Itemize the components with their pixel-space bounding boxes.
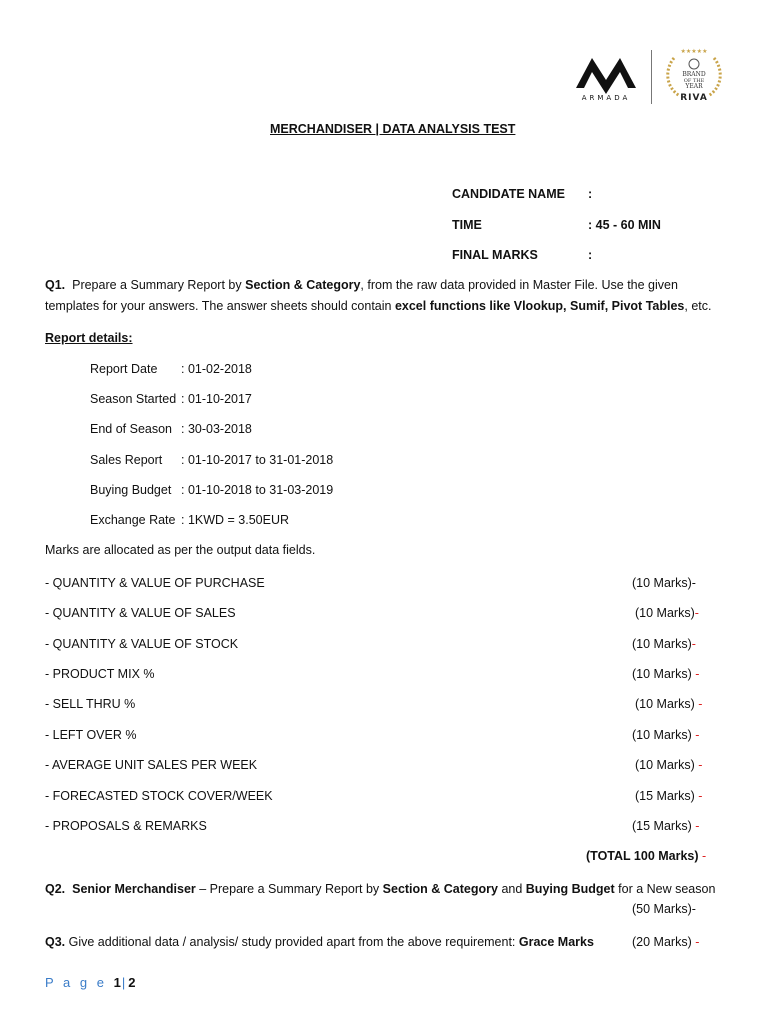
marks-item-label: - PROPOSALS & REMARKS: [45, 819, 207, 833]
q1-line-2: [45, 299, 711, 313]
svg-text:YEAR: YEAR: [685, 83, 703, 90]
marks-intro: Marks are allocated as per the output data fields.: [45, 543, 316, 557]
q3-grace: Grace Marks: [518, 935, 594, 949]
detail-label: Season Started: [90, 392, 177, 406]
page-title: MERCHANDISER | DATA ANALYSIS TEST: [270, 122, 516, 136]
q2-bold-a: Senior Merchandiser: [72, 882, 196, 896]
detail-value: : 01-10-2017 to 31-01-2018: [181, 453, 334, 467]
marks-item-value: (15 Marks) -: [635, 789, 703, 803]
q1-number: Q1.: [45, 278, 66, 292]
detail-label: Buying Budget: [90, 483, 172, 497]
q2-marks: (50 Marks)-: [632, 902, 696, 916]
detail-value: : 1KWD = 3.50EUR: [181, 513, 290, 527]
marks-item-label: - QUANTITY & VALUE OF STOCK: [45, 637, 239, 651]
q1-bold-a: Section & Category: [245, 278, 361, 292]
marks-item-value: (10 Marks) -: [632, 728, 700, 742]
report-detail-row: [90, 453, 333, 467]
report-detail-row: [90, 483, 333, 497]
svg-text:OF THE: OF THE: [683, 78, 705, 84]
armada-logo: [572, 52, 640, 102]
q1-text-c: , from the raw data provided in Master File. Use the given: [360, 278, 678, 292]
marks-item-label: - LEFT OVER %: [45, 728, 137, 742]
marks-total: (TOTAL 100 Marks) -: [586, 849, 707, 863]
page-label: P a g e: [45, 975, 107, 990]
marks-item-value: (10 Marks) -: [635, 758, 703, 772]
svg-text:BRAND: BRAND: [682, 71, 706, 78]
detail-value: : 01-10-2018 to 31-03-2019: [181, 483, 334, 497]
marks-item-value: (10 Marks)-: [632, 576, 696, 590]
marks-item-label: - FORECASTED STOCK COVER/WEEK: [45, 789, 273, 803]
riva-logo: [662, 44, 726, 108]
marks-item-label: - QUANTITY & VALUE OF PURCHASE: [45, 576, 265, 590]
marks-item-value: (10 Marks)-: [635, 606, 699, 620]
q3-line: Q3. Give additional data / analysis/ study provided apart from the above requirement: Grace Marks: [45, 935, 594, 949]
q2-line: Q2. Senior Merchandiser – Prepare a Summary Report by Section & Category and Buying Budget for a New season: [45, 882, 716, 896]
candidate-name-value: :: [588, 187, 593, 201]
report-details-heading: Report details:: [45, 331, 133, 345]
svg-text:RIVA: RIVA: [680, 93, 708, 103]
marks-item-label: - QUANTITY & VALUE OF SALES: [45, 606, 236, 620]
q2-number: Q2.: [45, 882, 66, 896]
final-marks-label: FINAL MARKS: [452, 248, 538, 262]
q3-number: Q3.: [45, 935, 66, 949]
report-detail-row: [90, 422, 252, 436]
time-label: TIME: [452, 218, 482, 232]
marks-item-label: - AVERAGE UNIT SALES PER WEEK: [45, 758, 258, 772]
report-detail-row: [90, 362, 252, 376]
q1-text-e: , etc.: [684, 299, 712, 313]
marks-item-value: (15 Marks) -: [632, 819, 700, 833]
marks-item-value: (10 Marks) -: [632, 667, 700, 681]
detail-label: Exchange Rate: [90, 513, 176, 527]
detail-label: Report Date: [90, 362, 158, 376]
q1-text-d: templates for your answers. The answer sheets should contain: [45, 299, 395, 313]
detail-label: Sales Report: [90, 453, 163, 467]
q1-line-1: [45, 278, 678, 292]
detail-value: : 01-02-2018: [181, 362, 252, 376]
report-detail-row: [90, 392, 252, 406]
marks-item-value: (10 Marks)-: [632, 637, 696, 651]
page-separator: |: [121, 975, 129, 990]
logo-divider: [651, 50, 652, 104]
detail-value: : 30-03-2018: [181, 422, 252, 436]
armada-logo-text: ARMADA: [581, 94, 631, 102]
report-detail-row: [90, 513, 289, 527]
candidate-name-label: CANDIDATE NAME: [452, 187, 565, 201]
marks-item-label: - SELL THRU %: [45, 697, 136, 711]
page-footer: [45, 975, 136, 990]
detail-label: End of Season: [90, 422, 173, 436]
detail-value: : 01-10-2017: [181, 392, 252, 406]
final-marks-value: :: [588, 248, 593, 262]
q1-bold-b: excel functions like Vlookup, Sumif, Pivot Tables: [394, 299, 685, 313]
svg-text:★★★★★: ★★★★★: [680, 48, 708, 55]
q3-marks: (20 Marks) -: [632, 935, 700, 949]
marks-item-label: - PRODUCT MIX %: [45, 667, 155, 681]
total-pages: 2: [128, 975, 137, 990]
q1-text-a: Prepare a Summary Report by: [72, 278, 246, 292]
time-value: : 45 - 60 MIN: [588, 218, 661, 232]
page-number: 1: [113, 975, 122, 990]
marks-item-value: (10 Marks) -: [635, 697, 703, 711]
